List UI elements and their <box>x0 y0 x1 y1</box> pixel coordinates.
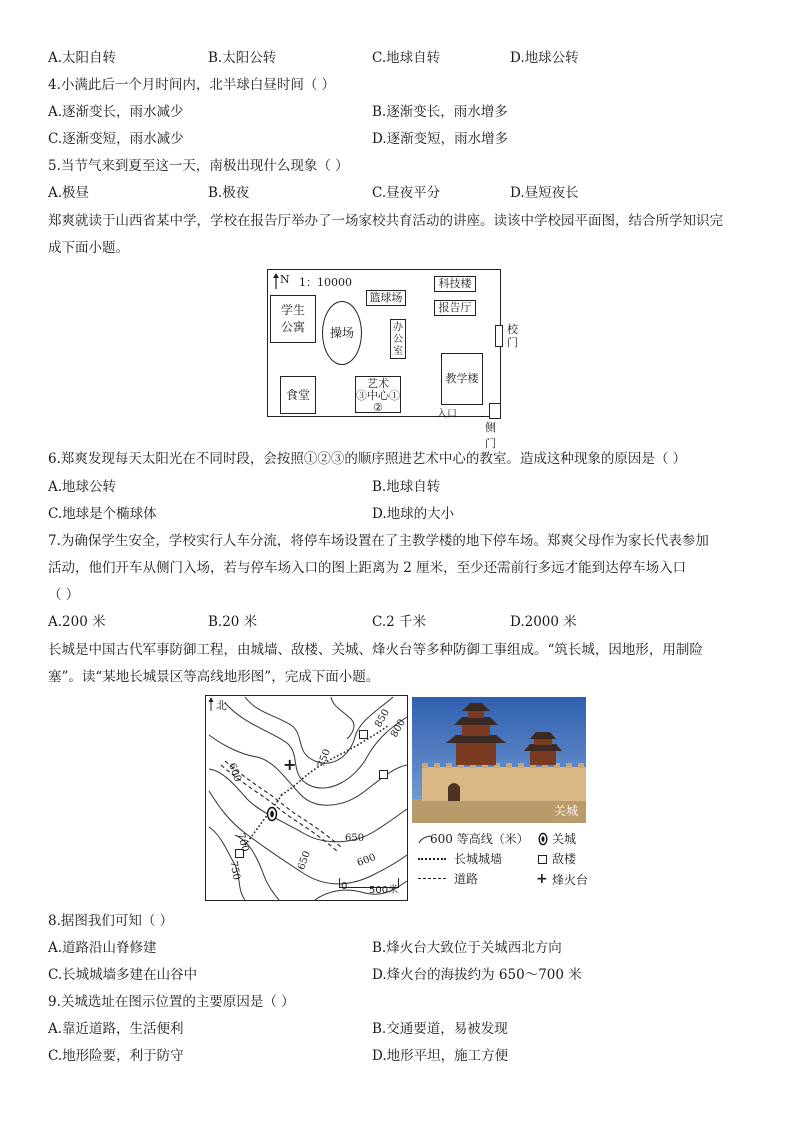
intro1-line1: 郑爽就读于山西省某中学，学校在报告厅举办了一场家校共育活动的讲座。读该中学校园平面图，结合所学知识完 <box>48 213 723 229</box>
contour-label-700: 700 <box>234 831 251 854</box>
contour-label-600b: 600 <box>355 852 378 869</box>
contour-label-800: 800 <box>389 717 409 740</box>
q7-line2: 活动，他们开车从侧门入场，若与停车场入口的图上距离为 2 厘米，至少还需前行多远才能到达停车场入口 <box>48 560 687 576</box>
q9-option-c: C.地形险要，利于防守 <box>48 1048 184 1064</box>
q6-option-c: C.地球是个椭球体 <box>48 506 157 522</box>
legend-road: 道路 <box>454 872 479 886</box>
q8-option-d: D.烽火台的海拔约为 650～700 米 <box>372 967 582 983</box>
intro2-line1: 长城是中国古代军事防御工程，由城墙、敌楼、关城、烽火台等多种防御工事组成。“筑长城，因地形，用制险 <box>48 642 703 658</box>
q5-option-c: C.昼夜平分 <box>372 185 441 201</box>
playground: 操场 <box>322 301 362 365</box>
contour-label-650: 650 <box>296 849 313 872</box>
q7-option-b: B.20 米 <box>208 614 258 630</box>
pass-legend-icon <box>538 832 548 846</box>
q4-option-c: C.逐渐变短，雨水减少 <box>48 131 184 147</box>
side-gate <box>489 403 501 419</box>
map-legend <box>412 828 602 898</box>
q4-option-a: A.逐渐变长，雨水减少 <box>48 104 184 120</box>
enemy-tower-icon <box>379 770 388 779</box>
q7-option-d: D.2000 米 <box>510 614 577 630</box>
q9-option-d: D.地形平坦，施工方便 <box>372 1048 509 1064</box>
entrance-label: 入口 <box>437 409 457 420</box>
q7-line1: 7.为确保学生安全，学校实行人车分流，将停车场设置在了主教学楼的地下停车场。郑爽父母作为家长代表参加 <box>48 533 709 549</box>
q7-option-c: C.2 千米 <box>372 614 427 630</box>
contour-map <box>205 695 408 901</box>
office: 办 公 室 <box>390 319 406 359</box>
q5-option-a: A.极昼 <box>48 185 90 201</box>
q8-option-b: B.烽火台大致位于关城西北方向 <box>372 940 562 956</box>
beacon-legend-icon: + <box>536 871 548 887</box>
intro2-line2: 塞”。读“某地长城景区等高线地形图”，完成下面小题。 <box>48 669 380 685</box>
q5-option-d: D.昼短夜长 <box>510 185 579 201</box>
tech-building: 科技楼 <box>434 276 476 292</box>
road-legend-icon <box>418 878 446 879</box>
q6-stem: 6.郑爽发现每天太阳光在不同时段，会按照①②③的顺序照进艺术中心的教室。造成这种现象的原因是（ ） <box>48 451 687 467</box>
photo-caption: 关城 <box>553 804 578 818</box>
contour-label-650b: 650 <box>345 833 365 844</box>
q9-option-a: A.靠近道路，生活便利 <box>48 1021 184 1037</box>
legend-contour: 600 等高线（米） <box>430 832 529 846</box>
contour-label-750b: 750 <box>227 860 242 881</box>
q5-stem: 5.当节气来到夏至这一天，南极出现什么现象（ ） <box>48 158 349 174</box>
q7-line3: （ ） <box>48 587 80 603</box>
q3-option-d: D.地球公转 <box>510 50 579 66</box>
legend-pass: 关城 <box>552 832 577 846</box>
basketball-court: 篮球场 <box>366 290 406 306</box>
canteen: 食堂 <box>280 376 316 414</box>
beacon-tower-icon: + <box>283 755 297 774</box>
q4-stem: 4.小满此后一个月时间内，北半球白昼时间（ ） <box>48 77 336 93</box>
q3-option-a: A.太阳自转 <box>48 50 117 66</box>
map-scale-zero: 0 <box>341 881 348 892</box>
art-center: 艺术 ③中心① ② <box>356 377 400 414</box>
wall-legend-icon <box>418 858 446 860</box>
pass-photo <box>412 697 586 823</box>
north-label: N <box>280 273 290 286</box>
campus-scale: 1：10000 <box>299 276 352 289</box>
q3-option-b: B.太阳公转 <box>208 50 277 66</box>
q8-stem: 8.据图我们可知（ ） <box>48 913 174 929</box>
legend-beacon: 烽火台 <box>552 873 589 887</box>
contour-label-750: 750 <box>316 747 333 770</box>
tower-legend-icon <box>538 855 547 864</box>
legend-tower: 敌楼 <box>552 852 577 866</box>
enemy-tower-icon <box>359 730 368 739</box>
intro1-line2: 成下面小题。 <box>48 240 129 256</box>
campus-map <box>267 269 518 450</box>
q3-option-c: C.地球自转 <box>372 50 441 66</box>
q5-option-b: B.极夜 <box>208 185 250 201</box>
map-north-label: 北 <box>216 699 227 712</box>
contour-label-850: 850 <box>373 707 393 730</box>
student-apartment: 学生 公寓 <box>270 295 316 343</box>
q8-option-c: C.长城城墙多建在山谷中 <box>48 967 198 983</box>
map-scale-500: 500米 <box>369 885 399 896</box>
q7-option-a: A.200 米 <box>48 614 106 630</box>
teaching-building: 教学楼 <box>441 353 483 405</box>
pass-symbol-icon <box>266 806 278 822</box>
school-gate <box>495 325 503 347</box>
legend-wall: 长城城墙 <box>454 852 503 866</box>
q6-option-b: B.地球自转 <box>372 479 441 495</box>
report-hall: 报告厅 <box>434 300 476 316</box>
q6-option-a: A.地球公转 <box>48 479 117 495</box>
q9-option-b: B.交通要道，易被发现 <box>372 1021 508 1037</box>
q9-stem: 9.关城选址在图示位置的主要原因是（ ） <box>48 994 295 1010</box>
q4-option-d: D.逐渐变短，雨水增多 <box>372 131 509 147</box>
q4-option-b: B.逐渐变长，雨水增多 <box>372 104 508 120</box>
side-gate-label: 侧门 <box>485 421 496 450</box>
q8-option-a: A.道路沿山脊修建 <box>48 940 157 956</box>
school-gate-label: 校 门 <box>507 323 518 349</box>
q6-option-d: D.地球的大小 <box>372 506 455 522</box>
contour-label-600: 600 <box>226 761 243 784</box>
